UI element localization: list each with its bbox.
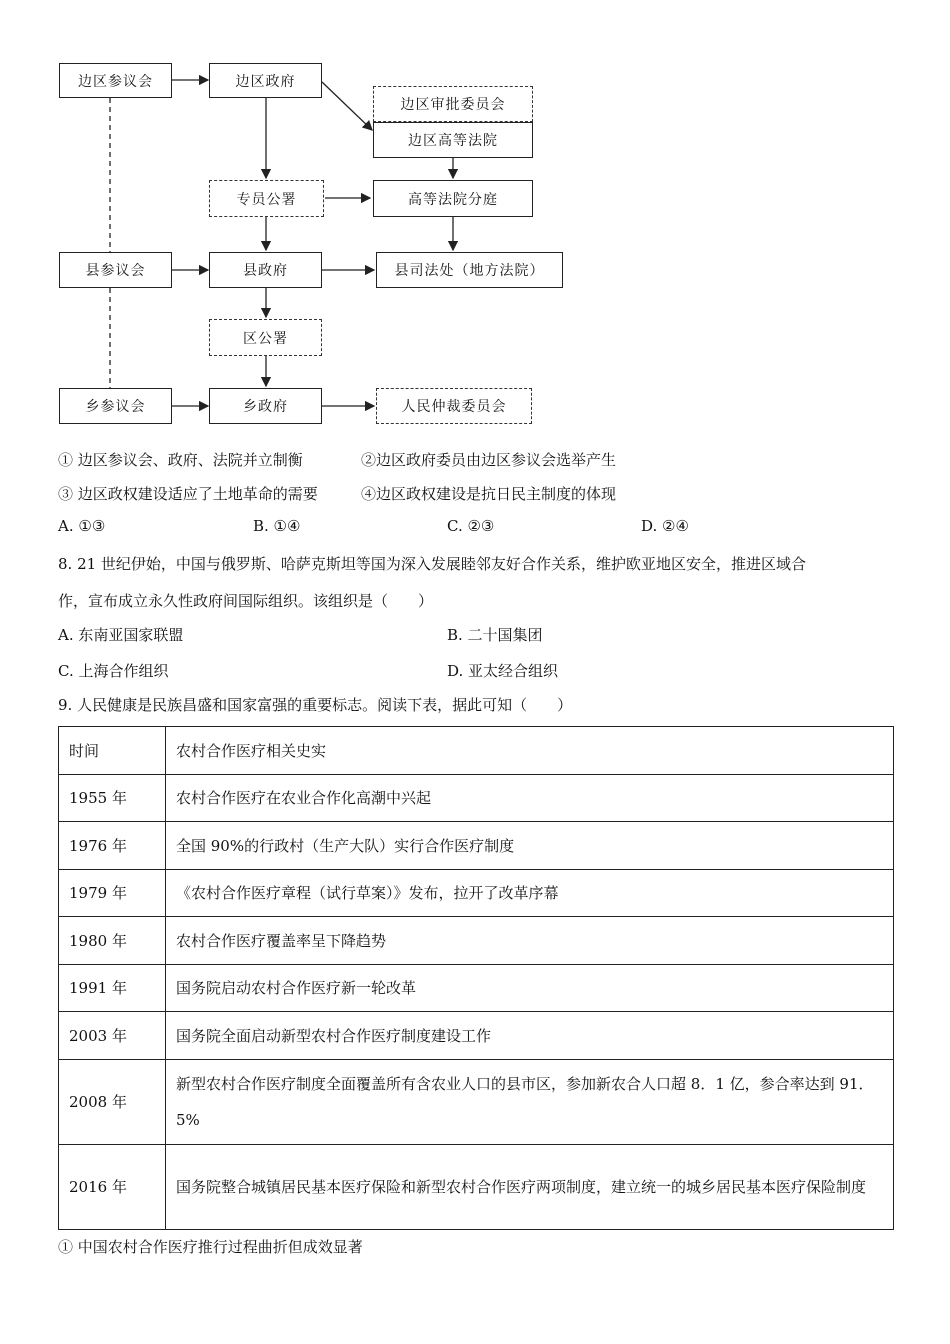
box-township-gov: 乡政府 [209, 388, 322, 424]
box-border-council: 边区参议会 [59, 63, 172, 98]
row-year: 2016 年 [59, 1145, 166, 1230]
box-commissioner: 专员公署 [209, 180, 324, 217]
q9-statement-1: ① 中国农村合作医疗推行过程曲折但成效显著 [58, 1238, 363, 1256]
row-year: 1991 年 [59, 965, 166, 1012]
header-time: 时间 [59, 727, 166, 775]
row-year: 1979 年 [59, 870, 166, 917]
box-county-gov: 县政府 [209, 252, 322, 288]
header-fact: 农村合作医疗相关史实 [166, 727, 894, 775]
table-row [59, 965, 894, 1012]
q8-stem-line2: 作，宣布成立永久性政府间国际组织。该组织是（ ） [58, 592, 434, 610]
q8-option-b[interactable]: B. 二十国集团 [447, 626, 543, 644]
q7-option-d[interactable]: D. ②④ [641, 517, 689, 535]
box-border-gov: 边区政府 [209, 63, 322, 98]
row-fact: 国务院全面启动新型农村合作医疗制度建设工作 [166, 1012, 894, 1060]
statement-1: ① 边区参议会、政府、法院并立制衡 [58, 451, 303, 469]
table-row [59, 1145, 894, 1230]
row-fact: 农村合作医疗在农业合作化高潮中兴起 [166, 775, 894, 822]
row-fact: 全国 90%的行政村（生产大队）实行合作医疗制度 [166, 822, 894, 870]
box-border-high-court: 边区高等法院 [373, 122, 533, 158]
q8-option-a[interactable]: A. 东南亚国家联盟 [58, 626, 184, 644]
history-table [58, 726, 894, 1230]
row-year: 1980 年 [59, 917, 166, 965]
box-district-office: 区公署 [209, 319, 322, 356]
q8-option-c[interactable]: C. 上海合作组织 [58, 662, 169, 680]
table-row [59, 917, 894, 965]
row-year: 2003 年 [59, 1012, 166, 1060]
table-row [59, 1060, 894, 1145]
table-row [59, 1012, 894, 1060]
table-row [59, 775, 894, 822]
statement-2: ②边区政府委员由边区参议会选举产生 [361, 451, 617, 469]
box-township-council: 乡参议会 [59, 388, 172, 424]
table-row [59, 870, 894, 917]
box-border-review: 边区审批委员会 [373, 86, 533, 122]
q7-option-c[interactable]: C. ②③ [447, 517, 495, 535]
table-header-row [59, 727, 894, 775]
box-county-council: 县参议会 [59, 252, 172, 288]
row-year: 1955 年 [59, 775, 166, 822]
row-fact: 《农村合作医疗章程（试行草案）》发布，拉开了改革序幕 [166, 870, 894, 917]
statement-4: ④边区政权建设是抗日民主制度的体现 [361, 485, 617, 503]
row-fact: 新型农村合作医疗制度全面覆盖所有含农业人口的县市区，参加新农合人口超 8．1 亿，参合率达到 91．5% [166, 1060, 894, 1145]
box-county-judicial: 县司法处（地方法院） [376, 252, 563, 288]
row-fact: 农村合作医疗覆盖率呈下降趋势 [166, 917, 894, 965]
box-arbitration: 人民仲裁委员会 [376, 388, 532, 424]
row-fact: 国务院启动农村合作医疗新一轮改革 [166, 965, 894, 1012]
row-year: 1976 年 [59, 822, 166, 870]
q7-option-a[interactable]: A. ①③ [58, 517, 106, 535]
q8-stem-line1: 8. 21 世纪伊始，中国与俄罗斯、哈萨克斯坦等国为深入发展睦邻友好合作关系，维护欧亚地区安全，推进区域合 [58, 555, 806, 573]
table-row [59, 822, 894, 870]
row-fact: 国务院整合城镇居民基本医疗保险和新型农村合作医疗两项制度，建立统一的城乡居民基本医疗保险制度 [166, 1145, 894, 1230]
box-high-court-branch: 高等法院分庭 [373, 180, 533, 217]
q8-option-d[interactable]: D. 亚太经合组织 [447, 662, 559, 680]
row-year: 2008 年 [59, 1060, 166, 1145]
q7-option-b[interactable]: B. ①④ [253, 517, 301, 535]
q9-stem: 9. 人民健康是民族昌盛和国家富强的重要标志。阅读下表，据此可知（ ） [58, 696, 573, 714]
statement-3: ③ 边区政权建设适应了土地革命的需要 [58, 485, 318, 503]
